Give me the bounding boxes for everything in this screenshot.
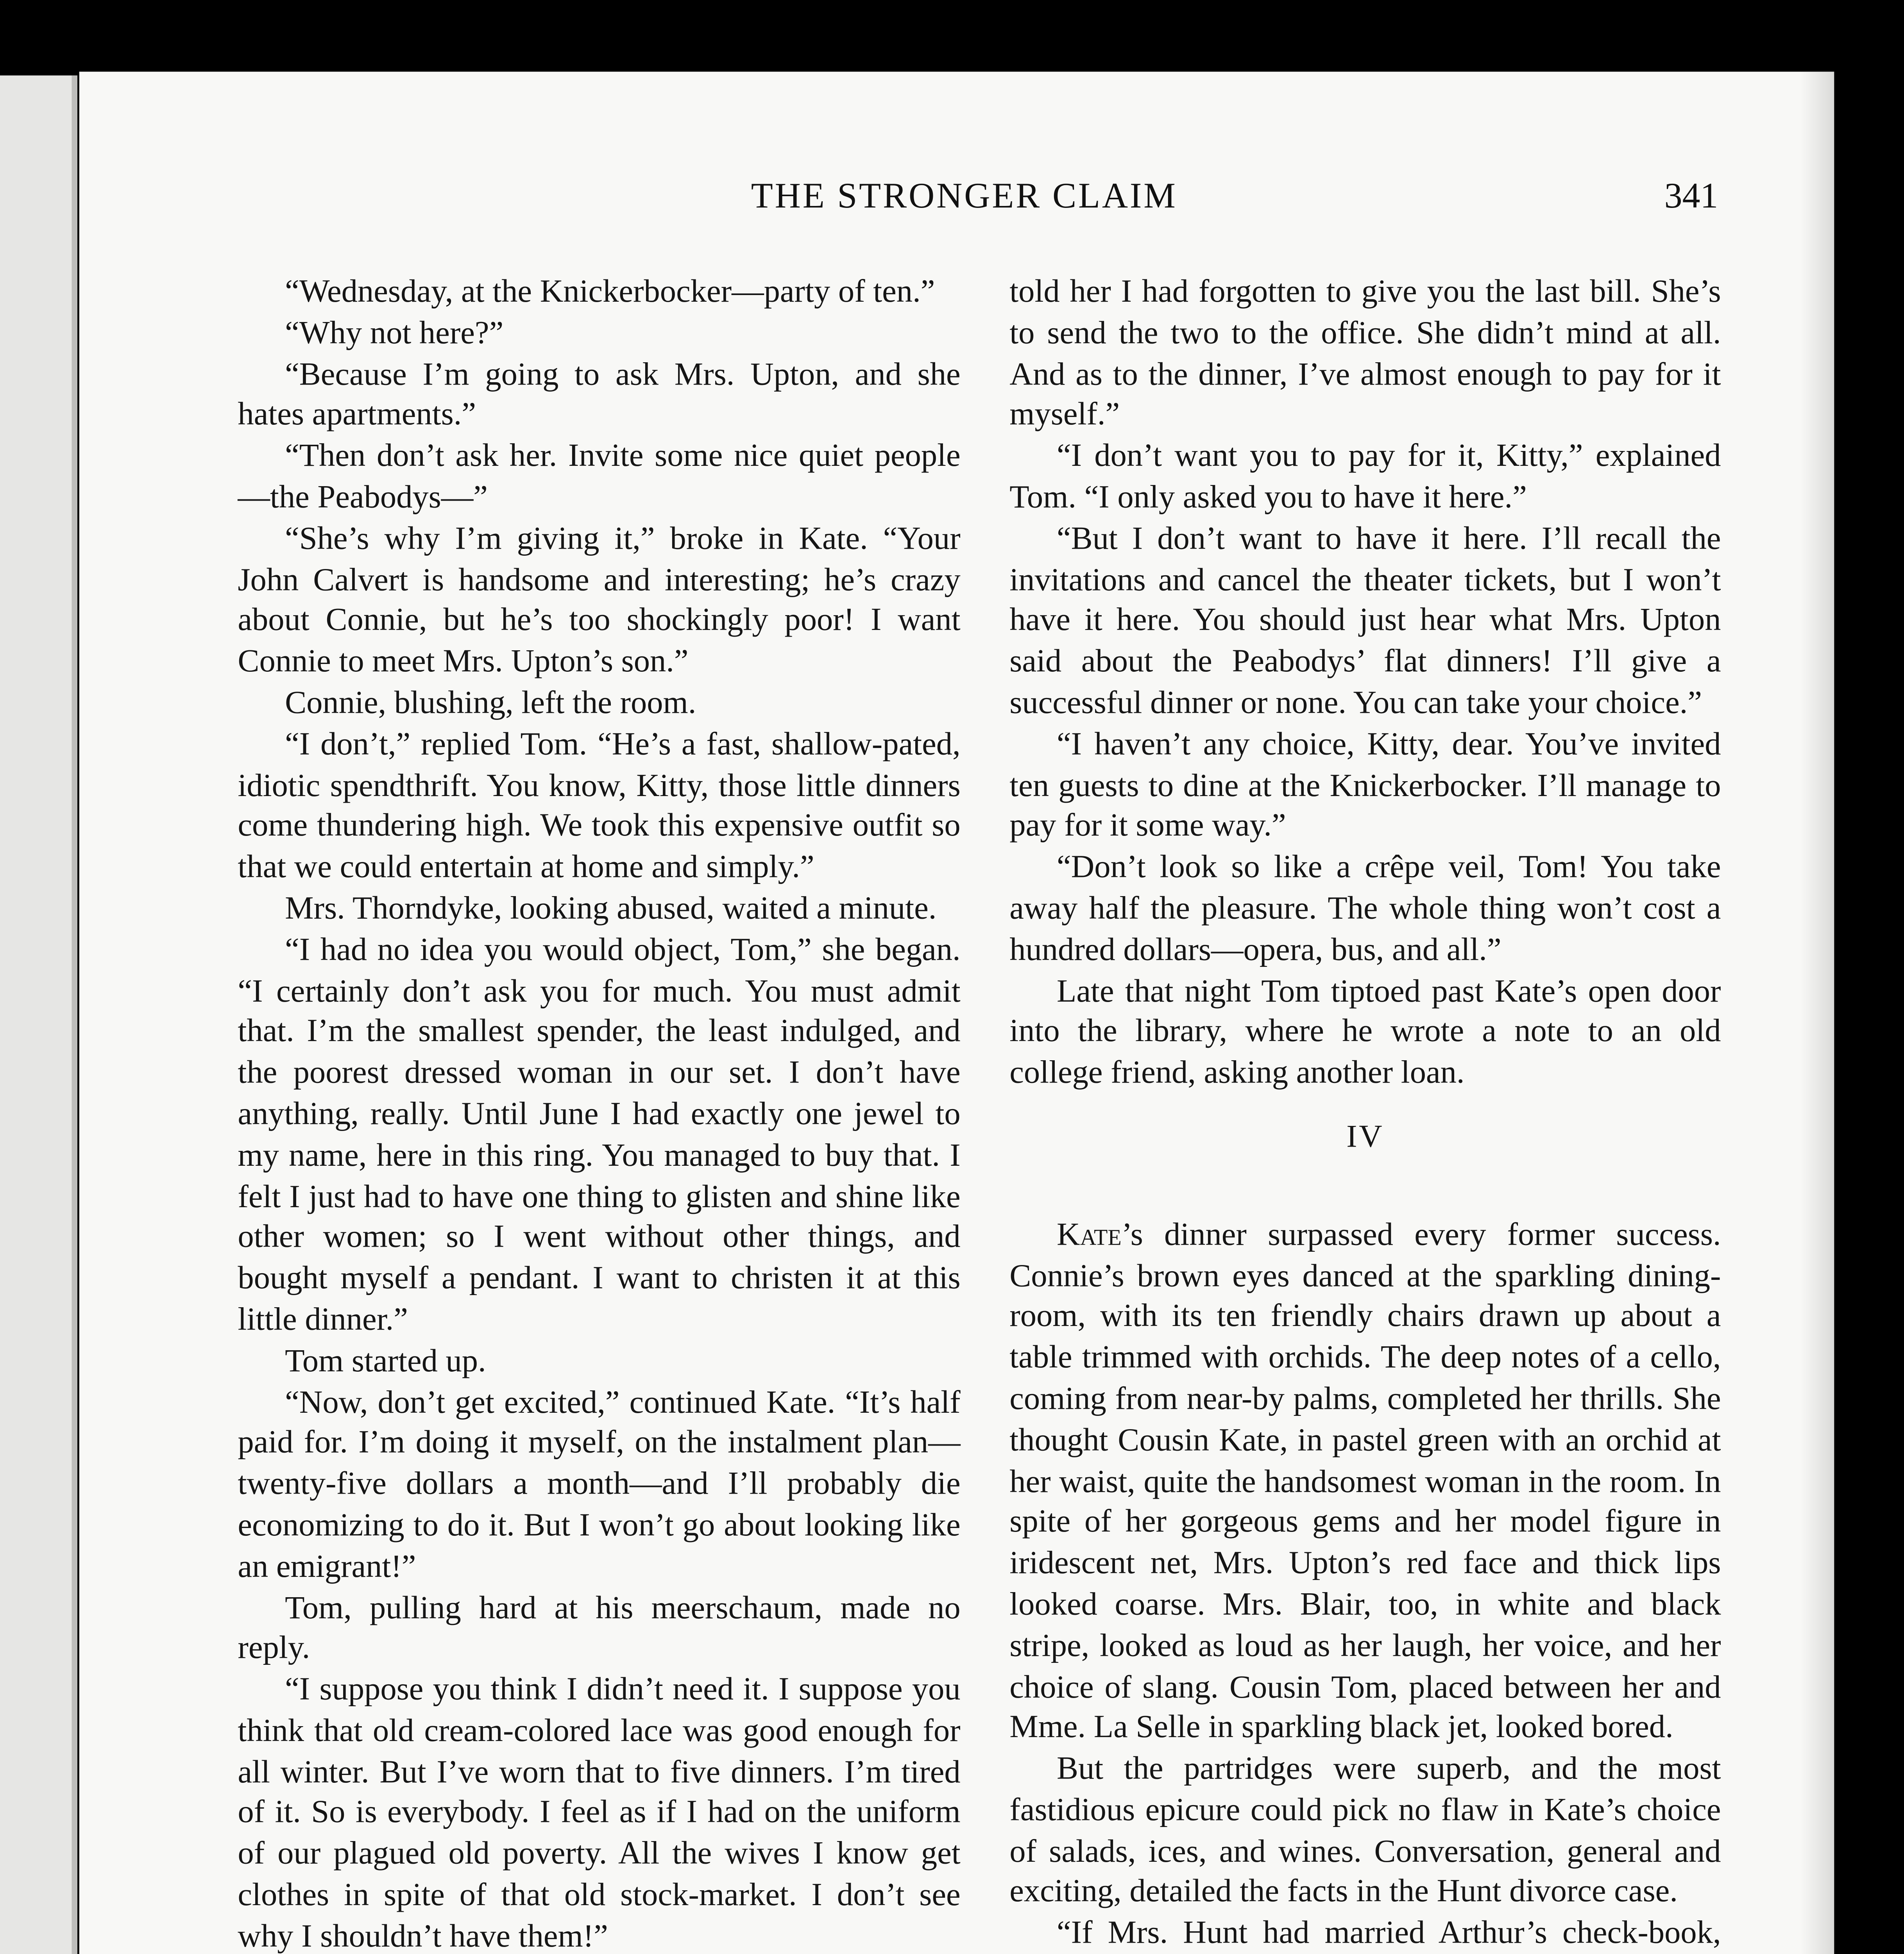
paragraph: But the partridges were superb, and the most fastidious epicure could pick no flaw in Kate’s choice of salads, ices, and wines. Conversation, general and exciting, detailed the facts in the Hunt divorce case.: [1009, 1750, 1721, 1910]
paragraph: “Don’t look so like a crêpe veil, Tom! You take away half the pleasure. The whole thing won’t cost a hundred dollars—opera, bus, and all.”: [1009, 849, 1721, 967]
right-column: [1009, 272, 1721, 1954]
paragraph: “Then don’t ask her. Invite some nice quiet people—the Peabodys—”: [238, 438, 961, 515]
paragraph: Tom, pulling hard at his meerschaum, made no reply.: [238, 1589, 961, 1666]
paragraph: “But I don’t want to have it here. I’ll recall the invitations and cancel the theater tickets, but I won’t have it here. You should just hear what Mrs. Upton said about the Peabodys’ flat dinners! I’ll give a successful dinner or none. You can take your choice.”: [1009, 520, 1721, 721]
paragraph: “Because I’m going to ask Mrs. Upton, and she hates apartments.”: [238, 356, 961, 433]
section-heading: IV: [1346, 1118, 1384, 1154]
left-column: [238, 272, 960, 1954]
page-gutter-shadow: [1800, 72, 1834, 1954]
paragraph: “Now, don’t get excited,” continued Kate. “It’s half paid for. I’m doing it myself, on the instalment plan—twenty-five dollars a month—and I’ll probably die economizing to do it. But I won’t go about looking like an emigrant!”: [238, 1383, 961, 1584]
paragraph: “If Mrs. Hunt had married Arthur’s check-book,: [1056, 1915, 1721, 1951]
facing-page-edge: [0, 75, 77, 1954]
section-opening-paragraph: [1009, 1214, 1721, 1749]
opening-text: ’s dinner surpassed every former success. Connie’s brown eyes danced at the sparkling dining-room, with its ten friendly chairs drawn up about a table trimmed with orchids. The deep notes of a cello, coming from near-by palms, completed her thrills. She thought Cousin Kate, in pastel green with an orchid at her waist, quite the handsomest woman in the room. In spite of her gorgeous gems and her model figure in iridescent net, Mrs. Upton’s red face and thick lips looked coarse. Mrs. Blair, too, in white and black stripe, looked as loud as her laugh, her voice, and her choice of slang. Cousin Tom, placed between her and Mme. La Selle in sparkling black jet, looked bored.: [1009, 1216, 1721, 1745]
paragraph: Late that night Tom tiptoed past Kate’s open door into the library, where he wrote a note to an old college friend, asking another loan.: [1009, 972, 1721, 1091]
paragraph: Mrs. Thorndyke, looking abused, waited a minute.: [285, 890, 937, 926]
paragraph: “I haven’t any choice, Kitty, dear. You’ve invited ten guests to dine at the Knickerbocker. I’ll manage to pay for it some way.”: [1009, 726, 1721, 844]
paragraph: “She’s why I’m giving it,” broke in Kate. “Your John Calvert is handsome and interesting; he’s crazy about Connie, but he’s too shockingly poor! I want Connie to meet Mrs. Upton’s son.”: [238, 520, 961, 680]
book-page: [79, 72, 1834, 1954]
paragraph: Tom started up.: [285, 1342, 486, 1378]
paragraph: “Wednesday, at the Knickerbocker—party of ten.”: [285, 273, 935, 310]
opening-word: Kate: [1056, 1216, 1122, 1252]
paragraph: “I had no idea you would object, Tom,” she began. “I certainly don’t ask you for much. You must admit that. I’m the smallest spender, the least indulged, and the poorest dressed woman in our set. I don’t have anything, really. Until June I had exactly one jewel to my name, here in this ring. You managed to buy that. I felt I just had to have one thing to glisten and shine like other women; so I went without other things, and bought myself a pendant. I want to christen it at this little dinner.”: [238, 931, 961, 1337]
paragraph: “I don’t want you to pay for it, Kitty,” explained Tom. “I only asked you to have it here.”: [1009, 438, 1721, 515]
paragraph: “Why not here?”: [285, 315, 504, 351]
paragraph: “I suppose you think I didn’t need it. I suppose you think that old cream-colored lace was good enough for all winter. But I’ve worn that to five dinners. I’m tired of it. So is everybody. I feel as if I had on the uniform of our plagued old poverty. All the wives I know get clothes in spite of that old stock-market. I don’t see why I shouldn’t have them!”: [238, 1671, 961, 1954]
paragraph-continued: told her I had forgotten to give you the last bill. She’s to send the two to the office. She didn’t mind at all. And as to the dinner, I’ve almost enough to pay for it myself.”: [1009, 273, 1721, 433]
running-title: THE STRONGER CLAIM: [751, 177, 1177, 217]
paragraph: “I don’t,” replied Tom. “He’s a fast, shallow-pated, idiotic spendthrift. You know, Kitty, those little dinners come thundering high. We took this expensive outfit so that we could entertain at home and simply.”: [238, 726, 961, 885]
paragraph: Connie, blushing, left the room.: [285, 684, 696, 721]
page-number: 341: [1664, 177, 1718, 217]
